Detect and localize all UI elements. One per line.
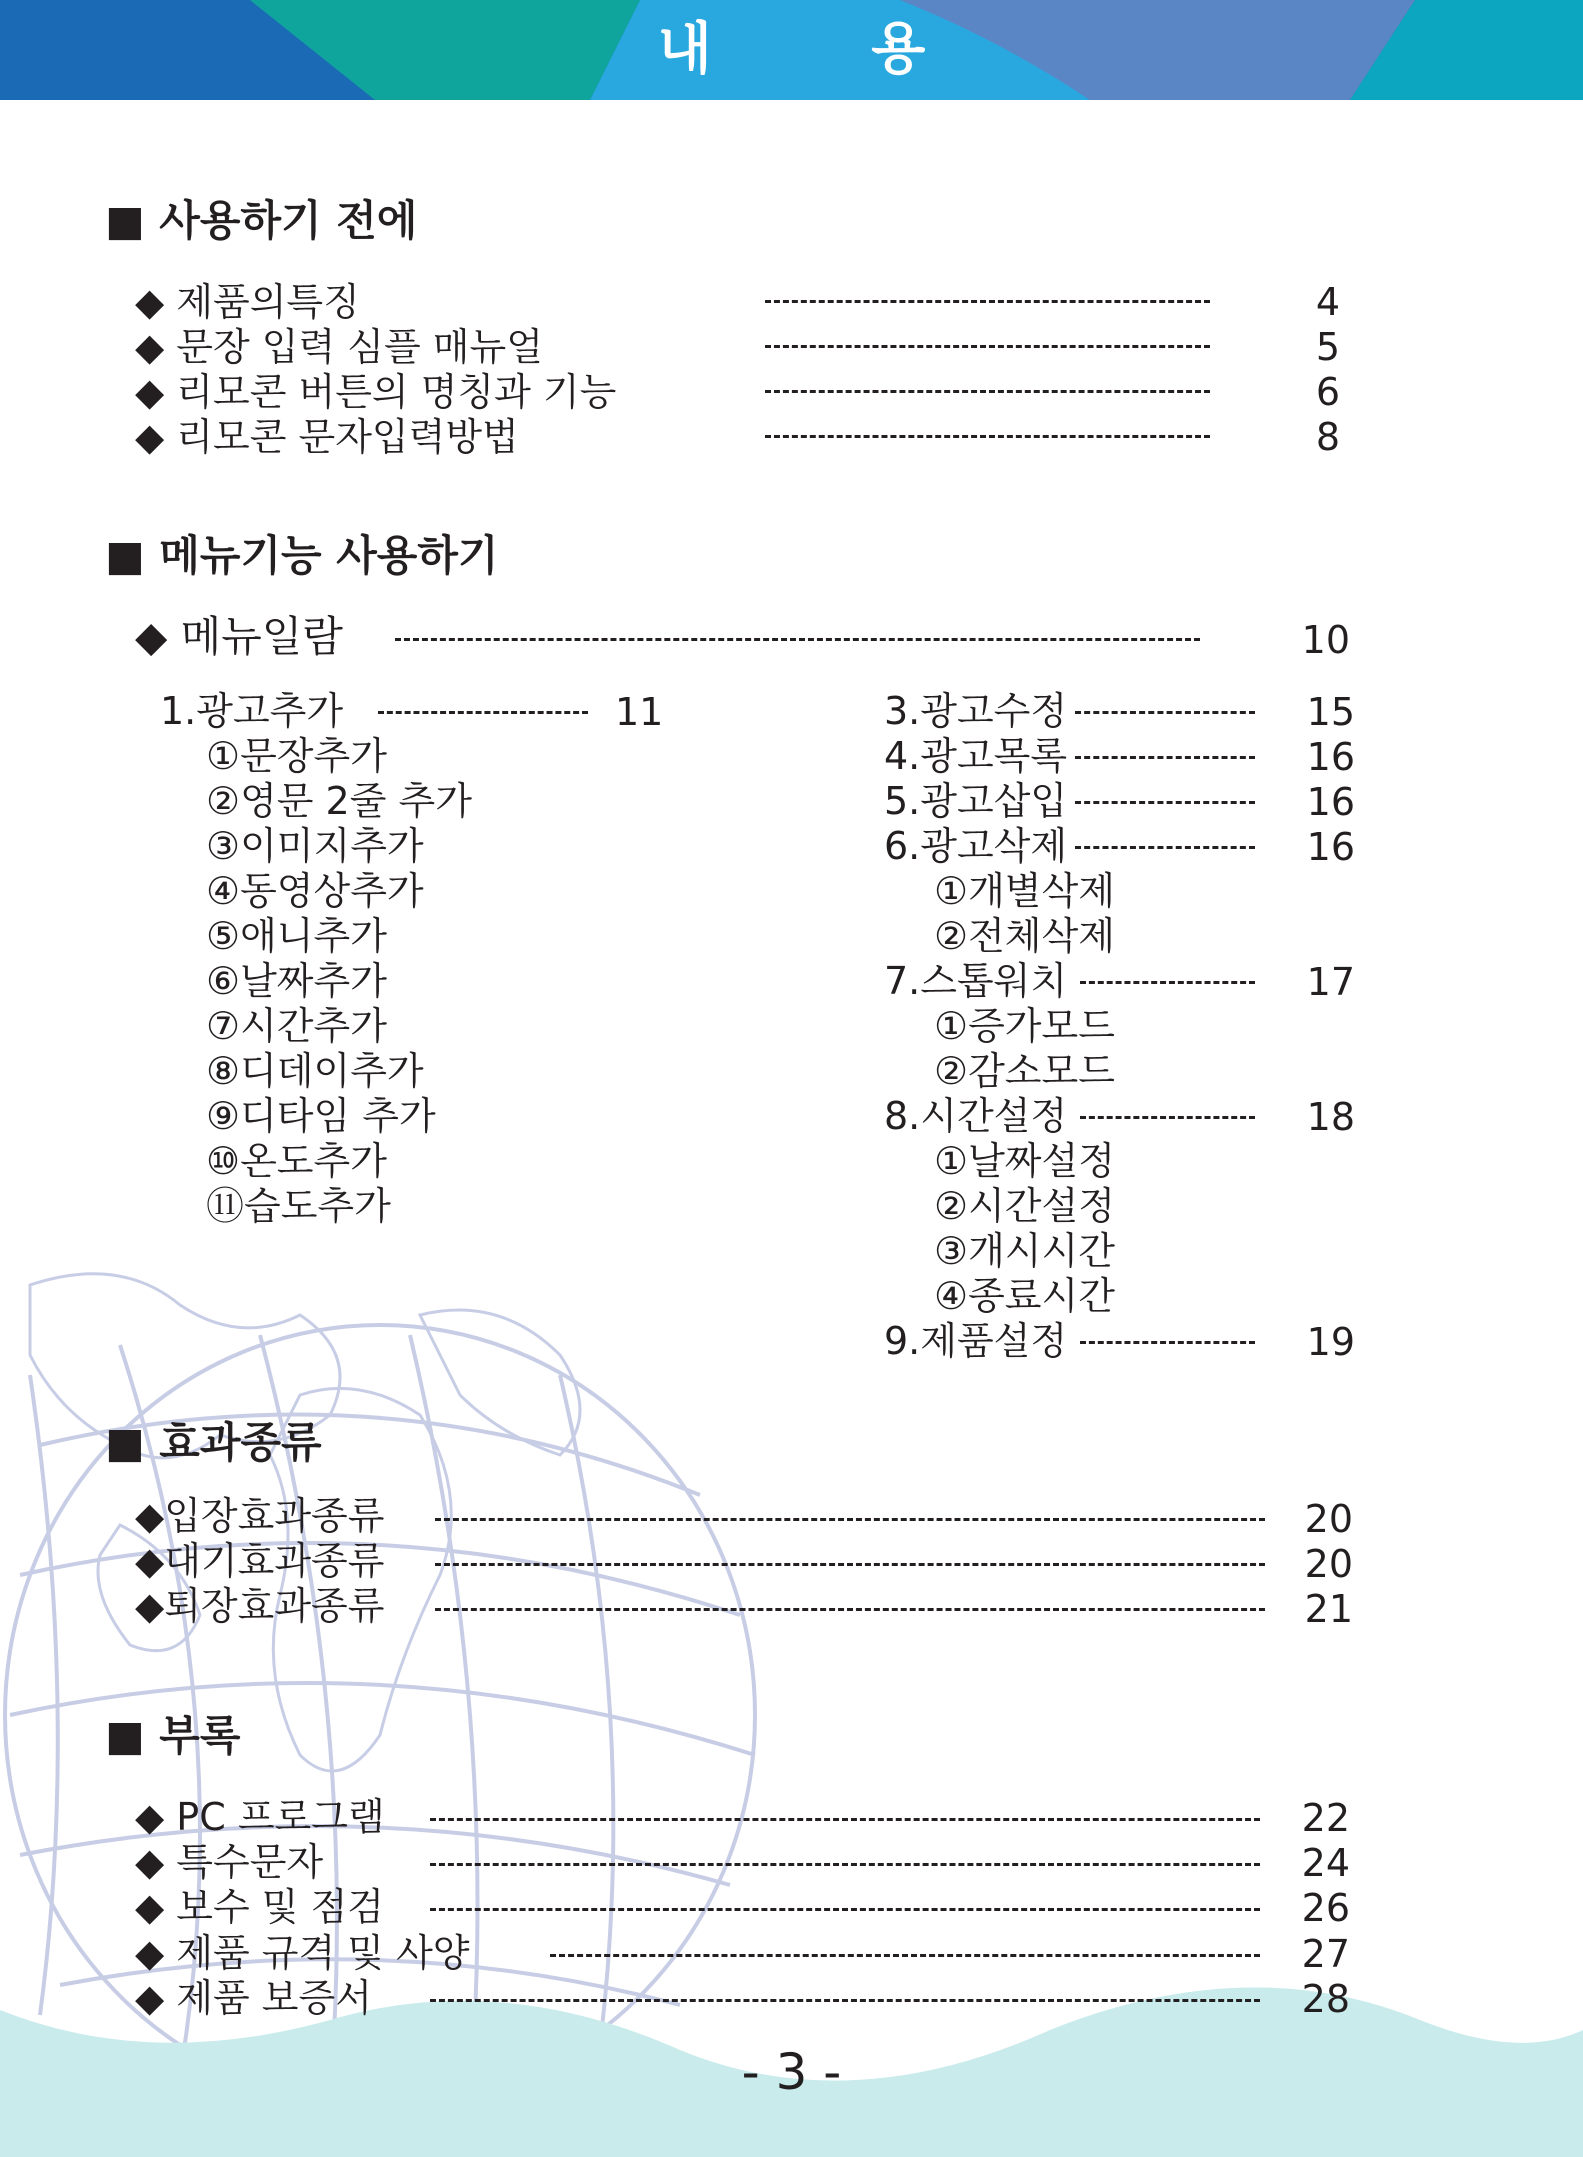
toc-item-label: ◆ 리모콘 버튼의 명칭과 기능 [135,370,617,414]
toc-item-label: ◆ 메뉴일람 [135,612,343,661]
toc-sub-item: ②시간설정 [934,1184,1115,1228]
leader-dots [378,711,588,714]
toc-item-label: ◆입장효과종류 [135,1494,385,1538]
toc-sub-item: ②영문 2줄 추가 [206,779,472,823]
toc-item-label: 7.스톱워치 [884,959,1068,1003]
leader-dots [765,300,1210,303]
toc-sub-item: ②감소모드 [934,1049,1115,1093]
toc-item-label: 6.광고삭제 [884,824,1068,868]
section-title-before-use: ■ 사용하기 전에 [105,196,418,245]
toc-item-label: 9.제품설정 [884,1319,1068,1363]
toc-item-label: ◆ 보수 및 점검 [135,1885,385,1929]
toc-item-label: 3.광고수정 [884,689,1068,733]
leader-dots [430,1863,1260,1866]
leader-dots [430,1818,1260,1821]
toc-sub-item: ⑪습도추가 [206,1184,391,1228]
toc-sub-item: ④종료시간 [934,1274,1115,1318]
toc-sub-item: ④동영상추가 [206,869,424,913]
toc-item-label: ◆ 문장 입력 심플 매뉴얼 [135,325,543,369]
leader-dots [1075,846,1255,849]
toc-item-page: 24 [1301,1841,1350,1885]
toc-item-page: 10 [1301,618,1350,662]
leader-dots [1075,756,1255,759]
leader-dots [1080,1341,1255,1344]
toc-sub-item: ⑨디타임 추가 [206,1094,436,1138]
toc-item-label: ◆ 제품 규격 및 사양 [135,1931,470,1975]
toc-item-page: 18 [1306,1095,1355,1139]
toc-item-page: 20 [1304,1497,1353,1541]
leader-dots [1075,801,1255,804]
toc-item-label: 1.광고추가 [160,689,344,733]
toc-item-page: 11 [615,690,664,734]
section-title-appendix: ■ 부록 [105,1711,241,1760]
toc-sub-item: ⑩온도추가 [206,1139,387,1183]
leader-dots [435,1608,1265,1611]
toc-sub-item: ①문장추가 [206,734,387,778]
toc-item-page: 28 [1301,1977,1350,2021]
toc-sub-item: ⑦시간추가 [206,1004,387,1048]
page-title: 내 용 [657,17,996,82]
leader-dots [430,1908,1260,1911]
toc-sub-item: ①날짜설정 [934,1139,1115,1183]
leader-dots [435,1563,1265,1566]
toc-item-page: 21 [1304,1587,1353,1631]
toc-item-label: 5.광고삽입 [884,779,1068,823]
toc-sub-item: ⑥날짜추가 [206,959,387,1003]
toc-item-label: 4.광고목록 [884,734,1068,778]
leader-dots [1080,981,1255,984]
toc-item-label: ◆대기효과종류 [135,1539,385,1583]
toc-item-label: ◆ 특수문자 [135,1840,324,1884]
toc-item-label: ◆ 제품 보증서 [135,1976,372,2020]
toc-item-page: 16 [1306,735,1355,779]
toc-item-page: 22 [1301,1796,1350,1840]
toc-item-page: 5 [1315,325,1340,369]
leader-dots [765,390,1210,393]
toc-sub-item: ⑤애니추가 [206,914,387,958]
toc-sub-item: ②전체삭제 [934,914,1115,958]
toc-item-page: 26 [1301,1886,1350,1930]
leader-dots [1080,1116,1255,1119]
toc-item-page: 19 [1306,1320,1355,1364]
toc-item-page: 17 [1306,960,1355,1004]
toc-item-page: 20 [1304,1542,1353,1586]
leader-dots [765,435,1210,438]
toc-sub-item: ①개별삭제 [934,869,1115,913]
toc-item-page: 16 [1306,780,1355,824]
toc-item-label: ◆ 제품의특징 [135,280,360,324]
leader-dots [435,1518,1265,1521]
toc-sub-item: ③이미지추가 [206,824,424,868]
leader-dots [1075,711,1255,714]
toc-item-page: 15 [1306,690,1355,734]
toc-item-label: 8.시간설정 [884,1094,1068,1138]
toc-sub-item: ⑧디데이추가 [206,1049,424,1093]
section-title-effect-types: ■ 효과종류 [105,1418,322,1467]
leader-dots [765,345,1210,348]
toc-item-page: 27 [1301,1932,1350,1976]
page-number: - 3 - [741,2043,842,2101]
toc-item-page: 8 [1315,415,1340,459]
toc-item-page: 6 [1315,370,1340,414]
leader-dots [550,1954,1260,1957]
toc-item-label: ◆ 리모콘 문자입력방법 [135,415,519,459]
toc-item-page: 4 [1315,280,1340,324]
toc-item-label: ◆ PC 프로그램 [135,1795,385,1839]
toc-sub-item: ③개시시간 [934,1229,1115,1273]
leader-dots [430,1999,1260,2002]
leader-dots [395,638,1200,641]
toc-item-page: 16 [1306,825,1355,869]
toc-item-label: ◆퇴장효과종류 [135,1584,385,1628]
section-title-menu-functions: ■ 메뉴기능 사용하기 [105,531,499,580]
toc-sub-item: ①증가모드 [934,1004,1115,1048]
page-header [0,0,1583,100]
